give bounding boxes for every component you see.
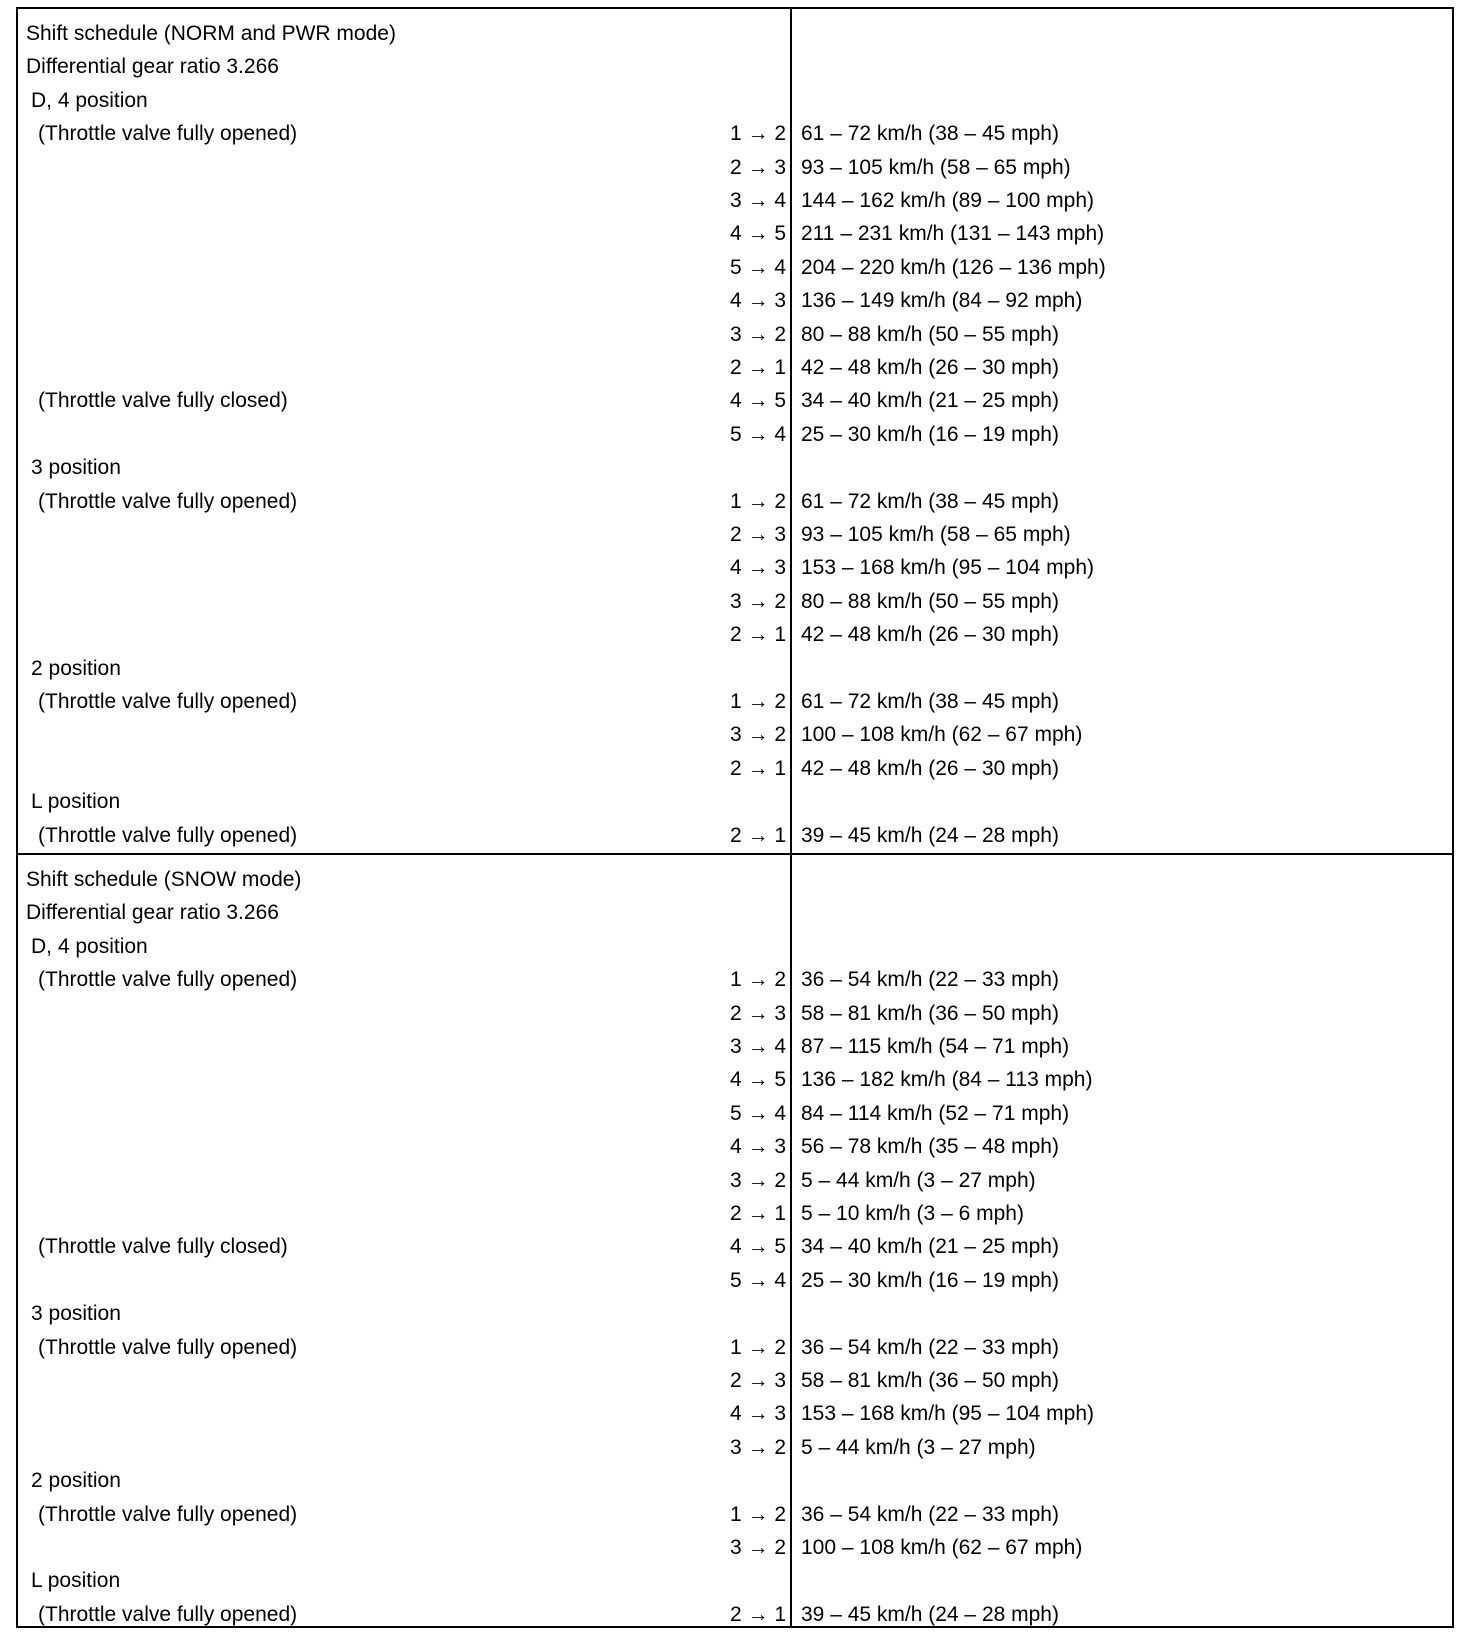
row-label: D, 4 position: [31, 88, 148, 112]
gear-shift: 2 → 1: [729, 823, 786, 847]
gear-shift: 3 → 2: [729, 723, 786, 747]
gear-shift: 2 → 3: [729, 523, 786, 546]
table-row: [18, 217, 1452, 250]
table-row: [18, 1297, 1452, 1330]
shift-speed-value: 58 – 81 km/h (36 – 50 mph): [801, 1001, 1059, 1025]
gear-shift: 2 → 1: [729, 356, 786, 379]
gear-shift: 5 → 4: [729, 255, 786, 279]
shift-speed-value: 84 – 114 km/h (52 – 71 mph): [801, 1101, 1070, 1125]
shift-speed-value: 61 – 72 km/h (38 – 45 mph): [801, 690, 1059, 713]
table-row: [18, 1531, 1452, 1564]
table-row: [18, 518, 1452, 551]
table-row: [18, 251, 1452, 284]
table-row: [18, 1164, 1452, 1197]
table-row: [18, 184, 1452, 217]
table-row: [18, 863, 1452, 896]
row-label: Differential gear ratio 3.266: [26, 901, 279, 925]
gear-shift: 4 → 5: [729, 222, 786, 246]
shift-speed-value: 211 – 231 km/h (131 – 143 mph): [801, 222, 1105, 246]
shift-speed-value: 25 – 30 km/h (16 – 19 mph): [801, 1268, 1059, 1292]
gear-shift: 3 → 4: [729, 1035, 786, 1058]
table-row: [18, 1498, 1452, 1531]
table-row: [18, 997, 1452, 1030]
row-label: 2 position: [31, 1469, 121, 1493]
table-row: [18, 618, 1452, 651]
shift-speed-value: 87 – 115 km/h (54 – 71 mph): [801, 1035, 1070, 1058]
table-row: [18, 819, 1452, 852]
shift-speed-value: 36 – 54 km/h (22 – 33 mph): [801, 1335, 1059, 1359]
gear-shift: 2 → 3: [729, 155, 786, 179]
shift-speed-value: 5 – 10 km/h (3 – 6 mph): [801, 1202, 1024, 1225]
gear-shift: 2 → 1: [729, 1602, 786, 1626]
shift-speed-value: 39 – 45 km/h (24 – 28 mph): [801, 1602, 1059, 1626]
table-row: [18, 351, 1452, 384]
gear-shift: 1 → 2: [729, 1502, 786, 1526]
shift-speed-value: 5 – 44 km/h (3 – 27 mph): [801, 1435, 1036, 1459]
row-label: L position: [31, 1569, 121, 1593]
table-row: [18, 1097, 1452, 1130]
shift-speed-value: 34 – 40 km/h (21 – 25 mph): [801, 1235, 1059, 1259]
table-row: [18, 1130, 1452, 1163]
shift-speed-value: 204 – 220 km/h (126 – 136 mph): [801, 255, 1106, 279]
gear-shift: 4 → 3: [729, 289, 786, 313]
shift-speed-value: 100 – 108 km/h (62 – 67 mph): [801, 723, 1083, 747]
shift-speed-value: 61 – 72 km/h (38 – 45 mph): [801, 122, 1059, 146]
table-row: [18, 1197, 1452, 1230]
row-label: (Throttle valve fully opened): [38, 968, 298, 992]
table-row: [18, 1431, 1452, 1464]
row-label: Shift schedule (NORM and PWR mode): [26, 22, 396, 45]
gear-shift: 3 → 2: [729, 1168, 786, 1192]
shift-speed-value: 80 – 88 km/h (50 – 55 mph): [801, 322, 1059, 346]
gear-shift: 2 → 3: [729, 1369, 786, 1392]
gear-shift: 5 → 4: [729, 1101, 786, 1125]
row-label: (Throttle valve fully opened): [38, 690, 298, 713]
table-row: [18, 1464, 1452, 1497]
table-row: [18, 1030, 1452, 1063]
snow-section: [18, 853, 1452, 1628]
gear-shift: 4 → 3: [729, 1402, 786, 1426]
table-row: [18, 151, 1452, 184]
shift-speed-value: 100 – 108 km/h (62 – 67 mph): [801, 1536, 1083, 1559]
table-row: [18, 551, 1452, 584]
gear-shift: 5 → 4: [729, 1268, 786, 1292]
table-row: [18, 284, 1452, 317]
shift-speed-value: 93 – 105 km/h (58 – 65 mph): [801, 155, 1071, 179]
shift-speed-value: 80 – 88 km/h (50 – 55 mph): [801, 589, 1059, 613]
shift-speed-value: 5 – 44 km/h (3 – 27 mph): [801, 1168, 1036, 1192]
table-row: [18, 930, 1452, 963]
shift-speed-value: 153 – 168 km/h (95 – 104 mph): [801, 556, 1095, 580]
gear-shift: 4 → 5: [729, 389, 786, 413]
gear-shift: 4 → 5: [729, 1235, 786, 1259]
table-row: [18, 84, 1452, 117]
table-row: [18, 50, 1452, 83]
table-row: [18, 1264, 1452, 1297]
gear-shift: 4 → 3: [729, 556, 786, 580]
row-label: 2 position: [31, 656, 121, 680]
shift-speed-value: 36 – 54 km/h (22 – 33 mph): [801, 968, 1059, 992]
shift-speed-value: 42 – 48 km/h (26 – 30 mph): [801, 623, 1059, 647]
shift-speed-value: 36 – 54 km/h (22 – 33 mph): [801, 1502, 1059, 1526]
table-row: [18, 652, 1452, 685]
gear-shift: 3 → 2: [729, 1435, 786, 1459]
gear-shift: 4 → 5: [729, 1068, 786, 1092]
shift-speed-value: 136 – 182 km/h (84 – 113 mph): [801, 1068, 1093, 1092]
table-row: [18, 896, 1452, 929]
shift-speed-value: 56 – 78 km/h (35 – 48 mph): [801, 1135, 1059, 1159]
table-row: [18, 752, 1452, 785]
norm-pwr-section: [18, 9, 1452, 853]
gear-shift: 3 → 2: [729, 322, 786, 346]
table-row: [18, 585, 1452, 618]
table-row: [18, 451, 1452, 484]
table-row: [18, 485, 1452, 518]
table-row: [18, 1063, 1452, 1096]
table-row: [18, 384, 1452, 417]
row-label: (Throttle valve fully opened): [38, 823, 298, 847]
shift-speed-value: 42 – 48 km/h (26 – 30 mph): [801, 356, 1059, 379]
gear-shift: 1 → 2: [729, 968, 786, 992]
shift-speed-value: 34 – 40 km/h (21 – 25 mph): [801, 389, 1059, 413]
row-label: (Throttle valve fully opened): [38, 489, 298, 513]
table-row: [18, 785, 1452, 818]
row-label: (Throttle valve fully closed): [38, 389, 288, 413]
shift-schedule-table: [16, 7, 1454, 1628]
gear-shift: 3 → 2: [729, 589, 786, 613]
row-label: (Throttle valve fully opened): [38, 1335, 298, 1359]
gear-shift: 1 → 2: [729, 122, 786, 146]
shift-speed-value: 153 – 168 km/h (95 – 104 mph): [801, 1402, 1095, 1426]
gear-shift: 2 → 1: [729, 623, 786, 647]
table-row: [18, 1397, 1452, 1430]
shift-speed-value: 25 – 30 km/h (16 – 19 mph): [801, 422, 1059, 446]
gear-shift: 3 → 4: [729, 189, 786, 212]
row-label: (Throttle valve fully opened): [38, 1502, 298, 1526]
table-row: [18, 963, 1452, 996]
table-row: [18, 1230, 1452, 1263]
shift-speed-value: 93 – 105 km/h (58 – 65 mph): [801, 523, 1071, 546]
shift-speed-value: 39 – 45 km/h (24 – 28 mph): [801, 823, 1059, 847]
table-row: [18, 117, 1452, 150]
shift-speed-value: 58 – 81 km/h (36 – 50 mph): [801, 1369, 1059, 1392]
row-label: (Throttle valve fully opened): [38, 1602, 298, 1626]
gear-shift: 3 → 2: [729, 1536, 786, 1559]
gear-shift: 1 → 2: [729, 1335, 786, 1359]
table-row: [18, 17, 1452, 50]
table-row: [18, 1331, 1452, 1364]
table-row: [18, 1364, 1452, 1397]
row-label: (Throttle valve fully opened): [38, 122, 298, 146]
table-row: [18, 1564, 1452, 1597]
shift-speed-value: 144 – 162 km/h (89 – 100 mph): [801, 189, 1095, 212]
gear-shift: 1 → 2: [729, 690, 786, 713]
row-label: 3 position: [31, 1302, 121, 1326]
gear-shift: 2 → 3: [729, 1001, 786, 1025]
table-row: [18, 418, 1452, 451]
row-label: L position: [31, 790, 121, 814]
gear-shift: 5 → 4: [729, 422, 786, 446]
shift-speed-value: 42 – 48 km/h (26 – 30 mph): [801, 756, 1059, 780]
row-label: 3 position: [31, 456, 121, 480]
shift-speed-value: 136 – 149 km/h (84 – 92 mph): [801, 289, 1083, 313]
shift-speed-value: 61 – 72 km/h (38 – 45 mph): [801, 489, 1059, 513]
row-label: D, 4 position: [31, 934, 148, 958]
gear-shift: 2 → 1: [729, 756, 786, 780]
gear-shift: 4 → 3: [729, 1135, 786, 1159]
table-row: [18, 1598, 1452, 1631]
gear-shift: 2 → 1: [729, 1202, 786, 1225]
row-label: Shift schedule (SNOW mode): [26, 868, 302, 891]
row-label: (Throttle valve fully closed): [38, 1235, 288, 1259]
row-label: Differential gear ratio 3.266: [26, 55, 279, 79]
gear-shift: 1 → 2: [729, 489, 786, 513]
table-row: [18, 685, 1452, 718]
table-row: [18, 718, 1452, 751]
table-row: [18, 318, 1452, 351]
